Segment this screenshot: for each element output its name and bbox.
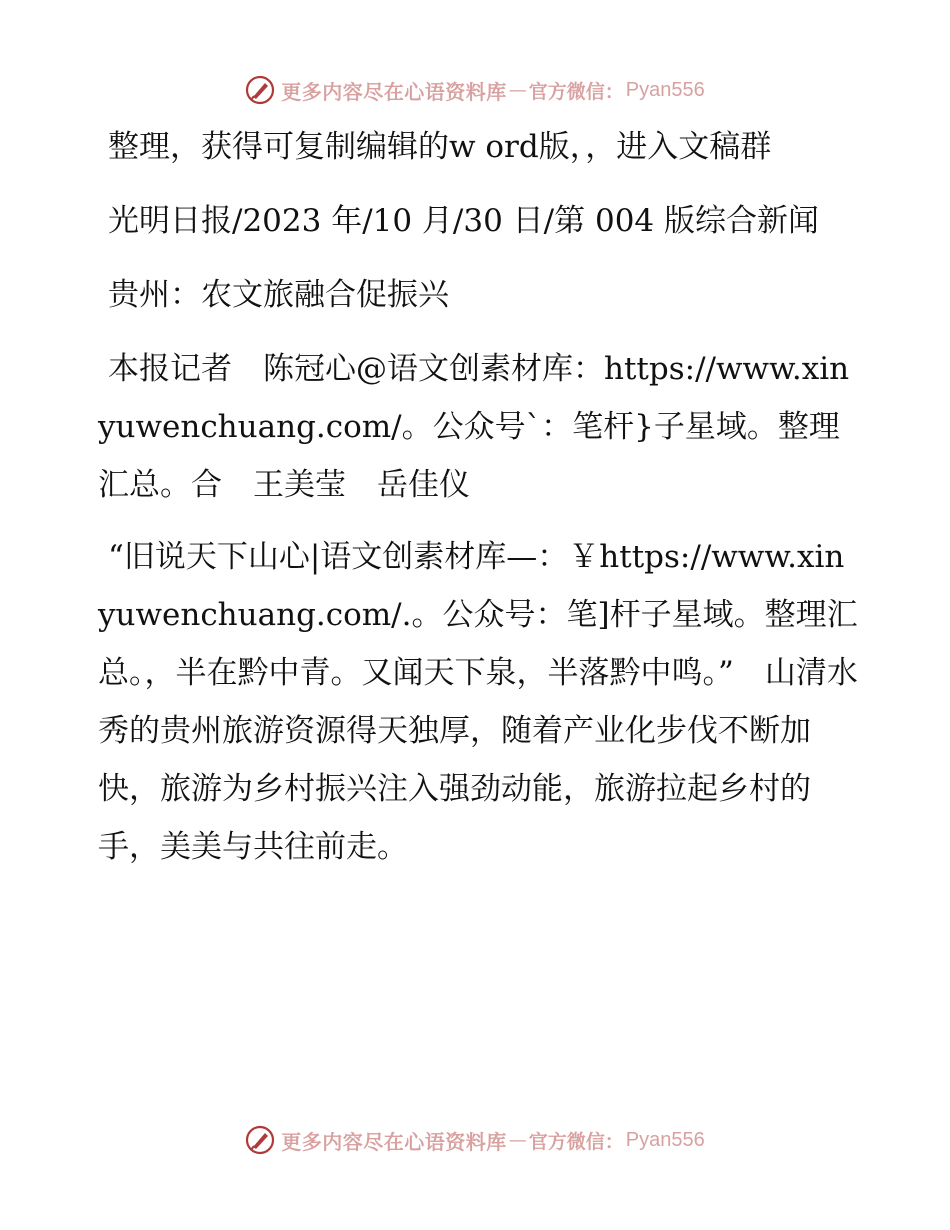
banner-account: Pyan556 (625, 78, 705, 101)
header-banner (0, 70, 950, 110)
byline: 本报记者 陈冠心@语文创素材库：https://www.xinyuwenchuang.com/。公众号`：笔杆}子星域。整理汇总。合 王美莹 岳佳仪 (98, 351, 850, 503)
banner-slogan: 更多内容尽在心语资料库 (281, 81, 507, 104)
footer-dash: — (508, 1129, 527, 1151)
banner-dash: — (508, 79, 527, 101)
footer-slogan: 更多内容尽在心语资料库 (281, 1131, 507, 1154)
footer-account: Pyan556 (625, 1128, 705, 1151)
headline: 贵州：农文旅融合促振兴 (108, 277, 449, 313)
footer-wechat-label: 官方微信： (528, 1130, 624, 1153)
quill-pen-logo-icon (245, 75, 275, 105)
body-paragraph: “旧说天下山心|语文创素材库—：￥https://www.xinyuwenchuang.com/.。公众号：笔]杆子星域。整理汇总。，半在黔中青。又闻天下泉，半落黔中鸣。” 山清水秀的贵州旅游资源得天独厚，随着产业化步伐不断加快，旅游为乡村振兴注入强劲动能，旅游拉起乡村的手，美美与共往前走。 (98, 539, 858, 865)
article-body (98, 118, 858, 876)
footer-banner (0, 1120, 950, 1160)
intro-paragraph: 整理，获得可复制编辑的w ord版，，进入文稿群 (108, 129, 772, 165)
source-line: 光明日报/2023 年/10 月/30 日/第 004 版综合新闻 (108, 203, 820, 239)
quill-pen-logo-icon (245, 1125, 275, 1155)
banner-wechat-label: 官方微信： (528, 80, 624, 103)
